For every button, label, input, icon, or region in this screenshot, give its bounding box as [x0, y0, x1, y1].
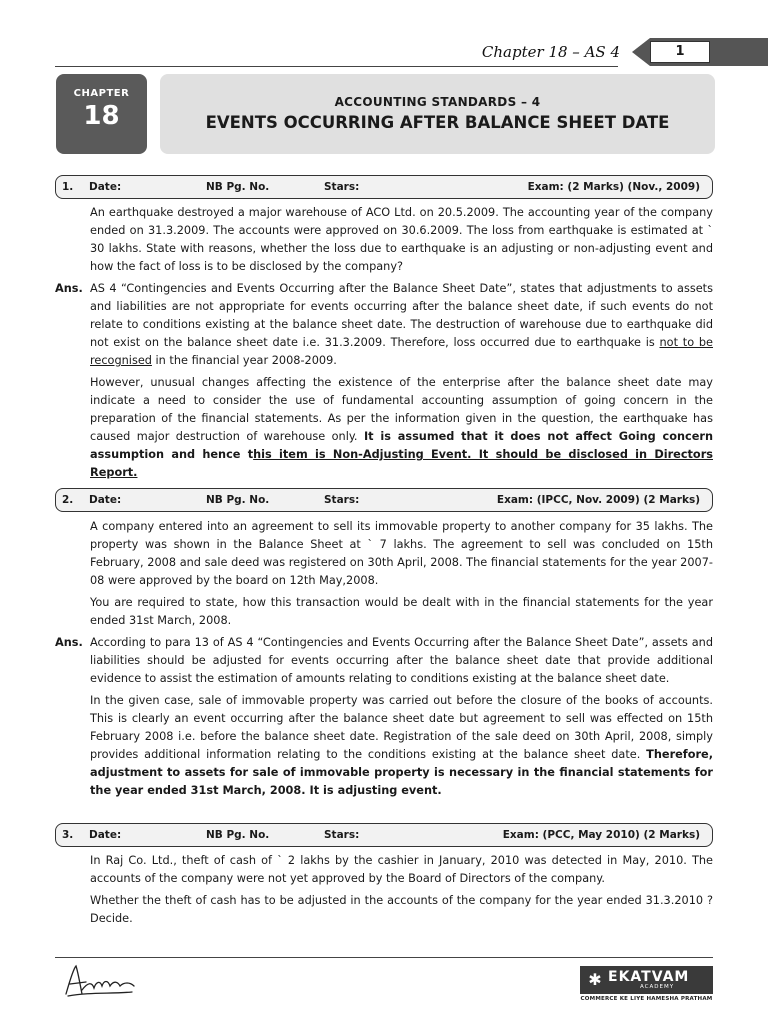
- chapter-number: 18: [83, 101, 120, 131]
- header-rule: [55, 66, 618, 67]
- page-header: [0, 36, 768, 70]
- logo-name: EKATVAM: [608, 969, 690, 985]
- conclusion-underlined: his item is Non-Adjusting Event. It should be disclosed in Directors Report.: [90, 448, 713, 479]
- date-label: Date:: [89, 829, 122, 841]
- exam-info: Exam: (2 Marks) (Nov., 2009): [527, 181, 700, 193]
- answer-label: Ans.: [55, 636, 83, 649]
- date-label: Date:: [89, 181, 122, 193]
- question-number: 3.: [62, 829, 74, 841]
- question-text: Whether the theft of cash has to be adjusted in the accounts of the company for the year ended 31.3.2010 ? Decide.: [90, 894, 713, 925]
- stars-label: Stars:: [324, 181, 360, 193]
- footer-rule: [55, 957, 713, 958]
- page-number: 1: [650, 41, 710, 63]
- page-title: EVENTS OCCURRING AFTER BALANCE SHEET DATE: [205, 113, 670, 132]
- question-text: In Raj Co. Ltd., theft of cash of ` 2 lakhs by the cashier in January, 2010 was detected in May, 2010. The accounts of the company were not yet approved by the Board of Directors of the company.: [90, 854, 713, 885]
- answer-label: Ans.: [55, 282, 83, 295]
- logo-subtitle: ACADEMY: [640, 984, 675, 990]
- question-text: A company entered into an agreement to sell its immovable property to another company for 35 lakhs. The property was shown in the Balance Sheet at ` 7 lakhs. The agreement to sell was concluded on 15th February, 2008 and sale deed was registered on 30th April, 2008. The financial statements for the year 2007-08 were approved by the board on 12th May,2008.: [90, 520, 713, 587]
- question-header: [55, 823, 713, 847]
- conclusion-text: Therefore, adjustment to assets for sale of immovable property is necessary in the financial statements for the year ended 31st March, 2008. It is adjusting event.: [90, 748, 713, 797]
- answer-paragraph: In the given case, sale of immovable property was carried out before the closure of the books of accounts. This is clearly an event occurring after the balance sheet date but agreement to sell was effected on 15th February 2008 i.e. before the balance sheet date. Registration of the sale deed on 30th April, 2008, simply provides additional information relating to the conditions existing at the balance sheet date. Therefore, adjustment to assets for sale of immovable property is necessary in the financial statements for the year ended 31st March, 2008. It is adjusting event.: [90, 694, 713, 797]
- answer-paragraph: AS 4 “Contingencies and Events Occurring after the Balance Sheet Date”, states that adjustments to assets and liabilities are not appropriate for events occurring after the balance sheet date, if such events do not relate to conditions existing at the balance sheet date. The destruction of warehouse due to earthquake did not exist on the balance sheet date i.e. 31.3.2009. Therefore, loss occurred due to earthquake is not to be recognised in the financial year 2008-2009.: [90, 282, 713, 367]
- stars-label: Stars:: [324, 494, 360, 506]
- stars-label: Stars:: [324, 829, 360, 841]
- title-banner: [160, 74, 715, 154]
- logo-box: [580, 966, 713, 994]
- question-header: [55, 488, 713, 512]
- nb-page-label: NB Pg. No.: [206, 494, 270, 506]
- page-subtitle: ACCOUNTING STANDARDS – 4: [334, 95, 541, 109]
- chapter-label: CHAPTER: [73, 88, 130, 99]
- chapter-badge: [56, 74, 147, 154]
- question-number: 2.: [62, 494, 74, 506]
- signature-image: [60, 960, 140, 1002]
- question-header: [55, 175, 713, 199]
- ekatvam-logo: [580, 966, 713, 1004]
- logo-tagline: COMMERCE KE LIYE HAMESHA PRATHAM: [580, 996, 713, 1002]
- question-text: You are required to state, how this transaction would be dealt with in the financial statements for the year ended 31st March, 2008.: [90, 596, 713, 627]
- chapter-reference: Chapter 18 – AS 4: [481, 43, 620, 61]
- nb-page-label: NB Pg. No.: [206, 181, 270, 193]
- logo-icon: ✱: [588, 970, 602, 989]
- question-number: 1.: [62, 181, 74, 193]
- underlined-phrase: not to be recognised: [90, 336, 713, 367]
- nb-page-label: NB Pg. No.: [206, 829, 270, 841]
- question-text: An earthquake destroyed a major warehouse of ACO Ltd. on 20.5.2009. The accounting year of the company ended on 31.3.2009. The accounts were approved on 30.6.2009. The loss from earthquake is estimated at ` 30 lakhs. State with reasons, whether the loss due to earthquake is an adjusting or non-adjusting event and how the fact of loss is to be disclosed by the company?: [90, 206, 713, 273]
- date-label: Date:: [89, 494, 122, 506]
- answer-paragraph: However, unusual changes affecting the existence of the enterprise after the balance sheet date may indicate a need to consider the use of fundamental accounting assumption of going concern in the preparation of the financial statements. As per the information given in the question, the earthquake has caused major destruction of warehouse only. It is assumed that it does not affect Going concern assumption and hence this item is Non-Adjusting Event. It should be disclosed in Directors Report.: [90, 376, 713, 479]
- conclusion-text: It is assumed that it does not affect Going concern assumption and hence t: [90, 430, 713, 461]
- exam-info: Exam: (PCC, May 2010) (2 Marks): [502, 829, 700, 841]
- answer-paragraph: According to para 13 of AS 4 “Contingencies and Events Occurring after the Balance Sheet Date”, assets and liabilities should be adjusted for events occurring after the balance sheet date that provide additional evidence to assist the estimation of amounts relating to conditions existing at the balance sheet date.: [90, 636, 713, 685]
- exam-info: Exam: (IPCC, Nov. 2009) (2 Marks): [496, 494, 700, 506]
